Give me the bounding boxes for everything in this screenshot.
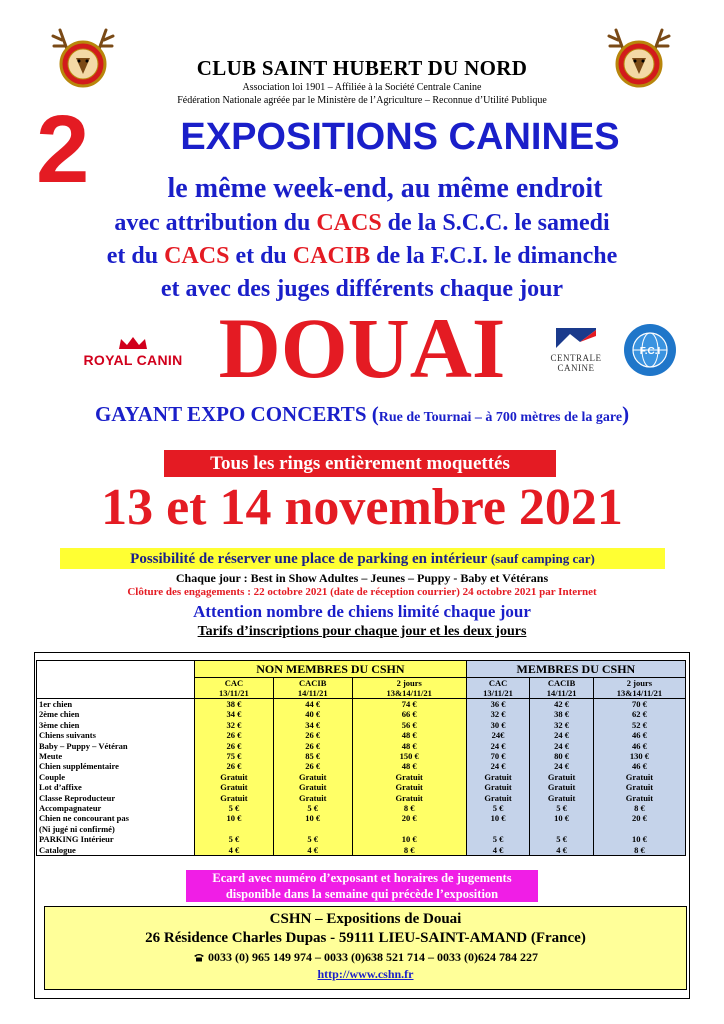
venue: GAYANT EXPO CONCERTS (Rue de Tournai – à 700 mètres de la gare): [94, 402, 630, 426]
row-label: Meute: [37, 751, 195, 761]
tarifs-title: Tarifs d’inscriptions pour chaque jour et les deux jours: [197, 624, 527, 639]
price-cell: 10 €: [530, 813, 594, 823]
price-cell: 24 €: [530, 730, 594, 740]
best-in-show-note: Chaque jour : Best in Show Adultes – Jeunes – Puppy - Baby et Vétérans: [175, 571, 549, 585]
price-cell: 5 €: [530, 803, 594, 813]
event-dates: 13 et 14 novembre 2021: [101, 479, 623, 536]
table-row: [37, 730, 686, 740]
table-row: [37, 803, 686, 813]
price-cell: 70 €: [593, 699, 685, 710]
table-row: [37, 834, 686, 844]
price-cell: Gratuit: [530, 772, 594, 782]
table-row: [37, 813, 686, 823]
price-cell: 44 €: [273, 699, 352, 710]
contact-footer: [44, 906, 687, 990]
price-cell: 4 €: [466, 845, 530, 856]
group-non-members: NON MEMBRES DU CSHN: [195, 661, 467, 678]
website-link[interactable]: http://www.cshn.fr: [317, 967, 414, 981]
row-label: Chien supplémentaire: [37, 761, 195, 771]
price-cell: Gratuit: [593, 782, 685, 792]
table-row: [37, 845, 686, 856]
price-cell: Gratuit: [273, 793, 352, 803]
price-cell: 5 €: [273, 834, 352, 844]
price-cell: Gratuit: [352, 782, 466, 792]
footer-address: 26 Résidence Charles Dupas - 59111 LIEU-SAINT-AMAND (France): [145, 930, 586, 946]
table-row: [37, 741, 686, 751]
price-cell: 8 €: [593, 845, 685, 856]
price-cell: 42 €: [530, 699, 594, 710]
price-cell: Gratuit: [466, 772, 530, 782]
header-label-empty: [37, 688, 195, 699]
group-members: MEMBRES DU CSHN: [466, 661, 685, 678]
price-cell: Gratuit: [195, 793, 274, 803]
expositions-title: EXPOSITIONS CANINES: [180, 116, 620, 158]
price-cell: 34 €: [273, 720, 352, 730]
city-name: DOUAI: [218, 300, 506, 396]
price-cell: 10 €: [195, 813, 274, 823]
fci-globe-icon: [623, 323, 677, 377]
price-cell: 10 €: [593, 834, 685, 844]
centrale-canine-flag-icon: [556, 328, 596, 348]
ecard-line2: disponible dans la semaine qui précède l’exposition: [225, 887, 499, 901]
price-cell: 24 €: [530, 741, 594, 751]
price-cell: Gratuit: [352, 772, 466, 782]
price-cell: 74 €: [352, 699, 466, 710]
price-cell: 5 €: [195, 834, 274, 844]
price-cell: 4 €: [273, 845, 352, 856]
price-cell: 34 €: [195, 709, 274, 719]
row-label: Couple: [37, 772, 195, 782]
footer-title: CSHN – Expositions de Douai: [269, 911, 462, 927]
fci-text: F.C.I: [639, 346, 661, 357]
price-cell: 8 €: [352, 803, 466, 813]
column-date: 13/11/21: [466, 688, 530, 699]
price-cell: 48 €: [352, 761, 466, 771]
price-cell: Gratuit: [273, 772, 352, 782]
subtitle-sunday: et du CACS et du CACIB de la F.C.I. le dimanche: [106, 243, 618, 269]
price-cell: 85 €: [273, 751, 352, 761]
table-row: [37, 751, 686, 761]
column-date: 13/11/21: [195, 688, 274, 699]
price-cell: 32 €: [466, 709, 530, 719]
price-cell: 4 €: [195, 845, 274, 856]
price-cell: 8 €: [352, 845, 466, 856]
price-cell: [195, 824, 274, 834]
price-cell: 30 €: [466, 720, 530, 730]
price-cell: 46 €: [593, 761, 685, 771]
price-cell: [530, 824, 594, 834]
club-affiliation: Association loi 1901 – Affiliée à la Société Centrale Canine: [242, 82, 482, 93]
price-cell: [273, 824, 352, 834]
ecard-line1: Ecard avec numéro d’exposant et horaires de jugements: [212, 871, 512, 885]
column-header: CACIB: [273, 678, 352, 689]
price-cell: 10 €: [352, 834, 466, 844]
column-date: 13&14/11/21: [593, 688, 685, 699]
club-name: CLUB SAINT HUBERT DU NORD: [196, 56, 528, 80]
price-cell: 20 €: [352, 813, 466, 823]
table-row: [37, 772, 686, 782]
row-label: PARKING Intérieur: [37, 834, 195, 844]
row-label: 2ème chien: [37, 709, 195, 719]
price-cell: 4 €: [530, 845, 594, 856]
price-cell: 150 €: [352, 751, 466, 761]
table-row: [37, 824, 686, 834]
price-cell: Gratuit: [530, 793, 594, 803]
column-header: 2 jours: [352, 678, 466, 689]
price-cell: 130 €: [593, 751, 685, 761]
row-label: Chiens suivants: [37, 730, 195, 740]
price-cell: 66 €: [352, 709, 466, 719]
price-cell: Gratuit: [593, 793, 685, 803]
price-cell: 62 €: [593, 709, 685, 719]
price-cell: 46 €: [593, 741, 685, 751]
price-cell: 26 €: [195, 730, 274, 740]
price-cell: 10 €: [466, 813, 530, 823]
row-label: (Ni jugé ni confirmé): [37, 824, 195, 834]
price-cell: Gratuit: [195, 772, 274, 782]
table-row: [37, 793, 686, 803]
price-cell: 36 €: [466, 699, 530, 710]
subtitle-weekend: le même week-end, au même endroit: [167, 173, 603, 204]
price-cell: 24 €: [530, 761, 594, 771]
price-cell: 48 €: [352, 730, 466, 740]
subtitle-judges: et avec des juges différents chaque jour: [160, 276, 564, 302]
price-cell: 5 €: [273, 803, 352, 813]
club-federation: Fédération Nationale agréée par le Ministère de l’Agriculture – Reconnue d’Utilité Publique: [177, 95, 547, 106]
canine-text: CANINE: [557, 363, 595, 373]
closing-dates: Clôture des engagements : 22 octobre 2021 (date de réception courrier) 24 octobre 2021 par Internet: [127, 586, 597, 598]
price-cell: 56 €: [352, 720, 466, 730]
price-cell: [466, 824, 530, 834]
price-cell: 5 €: [466, 803, 530, 813]
row-label: Chien ne concourant pas: [37, 813, 195, 823]
price-cell: 26 €: [273, 730, 352, 740]
price-cell: 38 €: [530, 709, 594, 719]
row-label: Baby – Puppy – Vétéran: [37, 741, 195, 751]
phone-icon: [193, 953, 205, 962]
price-cell: 26 €: [273, 761, 352, 771]
price-cell: 70 €: [466, 751, 530, 761]
ecard-notice: [186, 870, 538, 902]
table-row: [37, 699, 686, 710]
big-number-two: 2: [36, 96, 90, 203]
subtitle-saturday: avec attribution du CACS de la S.C.C. le samedi: [114, 210, 610, 236]
table-row: [37, 709, 686, 719]
header-label-empty: [37, 678, 195, 689]
price-cell: 5 €: [466, 834, 530, 844]
centrale-text: CENTRALE: [550, 353, 602, 363]
column-header: CAC: [466, 678, 530, 689]
price-cell: 24 €: [466, 761, 530, 771]
parking-banner: Possibilité de réserver une place de parking en intérieur (sauf camping car): [60, 548, 665, 569]
price-cell: 32 €: [195, 720, 274, 730]
row-label: 3ème chien: [37, 720, 195, 730]
price-cell: 75 €: [195, 751, 274, 761]
column-header: CAC: [195, 678, 274, 689]
column-header: 2 jours: [593, 678, 685, 689]
price-cell: [352, 824, 466, 834]
table-row: [37, 720, 686, 730]
price-cell: 52 €: [593, 720, 685, 730]
price-cell: 5 €: [195, 803, 274, 813]
price-cell: 40 €: [273, 709, 352, 719]
price-cell: 26 €: [273, 741, 352, 751]
table-corner: [37, 661, 195, 678]
price-cell: 26 €: [195, 741, 274, 751]
rings-banner: Tous les rings entièrement moquettés: [164, 450, 556, 477]
price-cell: 46 €: [593, 730, 685, 740]
price-cell: Gratuit: [352, 793, 466, 803]
row-label: Classe Reproducteur: [37, 793, 195, 803]
royal-canin-text: ROYAL CANIN: [83, 352, 183, 368]
price-cell: 10 €: [273, 813, 352, 823]
price-cell: Gratuit: [466, 793, 530, 803]
price-cell: 20 €: [593, 813, 685, 823]
price-cell: 48 €: [352, 741, 466, 751]
price-cell: [593, 824, 685, 834]
limited-dogs-note: Attention nombre de chiens limité chaque jour: [193, 602, 531, 621]
column-date: 13&14/11/21: [352, 688, 466, 699]
price-cell: Gratuit: [195, 782, 274, 792]
price-cell: Gratuit: [466, 782, 530, 792]
price-cell: Gratuit: [273, 782, 352, 792]
price-cell: 38 €: [195, 699, 274, 710]
price-cell: 5 €: [530, 834, 594, 844]
price-cell: 26 €: [195, 761, 274, 771]
row-label: Catalogue: [37, 845, 195, 856]
price-cell: 24 €: [466, 741, 530, 751]
price-cell: 32 €: [530, 720, 594, 730]
price-cell: Gratuit: [530, 782, 594, 792]
table-row: [37, 761, 686, 771]
table-row: [37, 782, 686, 792]
price-cell: 8 €: [593, 803, 685, 813]
price-cell: 80 €: [530, 751, 594, 761]
row-label: Accompagnateur: [37, 803, 195, 813]
column-date: 14/11/21: [530, 688, 594, 699]
price-cell: Gratuit: [593, 772, 685, 782]
column-date: 14/11/21: [273, 688, 352, 699]
centrale-canine-logo: [548, 328, 604, 376]
column-header: CACIB: [530, 678, 594, 689]
pricing-table: [36, 660, 686, 856]
price-cell: 24€: [466, 730, 530, 740]
row-label: Lot d’affixe: [37, 782, 195, 792]
footer-phones: 0033 (0) 965 149 974 – 0033 (0)638 521 714 – 0033 (0)624 784 227: [45, 950, 686, 965]
row-label: 1er chien: [37, 699, 195, 710]
